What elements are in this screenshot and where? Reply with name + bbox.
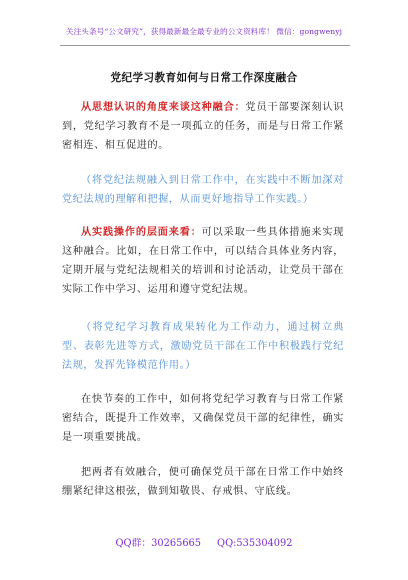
section-heading-thought: 从思想认识的角度来谈这种融合： (81, 102, 246, 113)
document-title: 党纪学习教育如何与日常工作深度融合 (110, 72, 298, 84)
paragraph-practice-body: 可以采取一些具体措施来实现这种融合。比如，在日常工作中，可以结合具体业务内容，定期开展与党纪法规相关的培训和讨论活动，让党员干部在实际工作中学习、运用和遵守党纪法规。 (62, 227, 344, 295)
footer-contact (0, 535, 408, 549)
paragraph-practice (62, 223, 344, 299)
header-divider (60, 45, 350, 46)
footer-qq-group: QQ群：30265665 (115, 538, 202, 549)
section-heading-practice: 从实践操作的层面来看： (81, 227, 202, 238)
paragraph-challenge: 在快节奏的工作中，如何将党纪学习教育与日常工作紧密结合，既提升工作效率，又确保党员干部的纪律性，确实是一项重要挑战。 (62, 394, 344, 443)
paragraph-conclusion: 把两者有效融合，便可确保党员干部在日常工作中始终绷紧纪律这根弦，做到知敬畏、存戒惧、守底线。 (62, 467, 344, 497)
quote-paragraph-2: （将党纪学习教育成果转化为工作动力，通过树立典型、表彰先进等方式，激励党员干部在工作中积极践行党纪法规，发挥先锋模范作用。） (62, 322, 344, 371)
paragraph-thought (62, 98, 344, 155)
quote-paragraph-1: （将党纪法规融入到日常工作中，在实践中不断加深对党纪法规的理解和把握，从而更好地指导工作实践。） (62, 175, 344, 205)
header-banner: 关注头条号“公文研究”，获得最新最全最专业的公文资料库！ 微信：gongwenyj (65, 27, 343, 36)
footer-qq: QQ:535304092 (217, 538, 293, 549)
paragraph-thought-body: 党员干部要深刻认识到，党纪学习教育不是一项孤立的任务，而是与日常工作紧密相连、相互促进的。 (62, 102, 344, 151)
